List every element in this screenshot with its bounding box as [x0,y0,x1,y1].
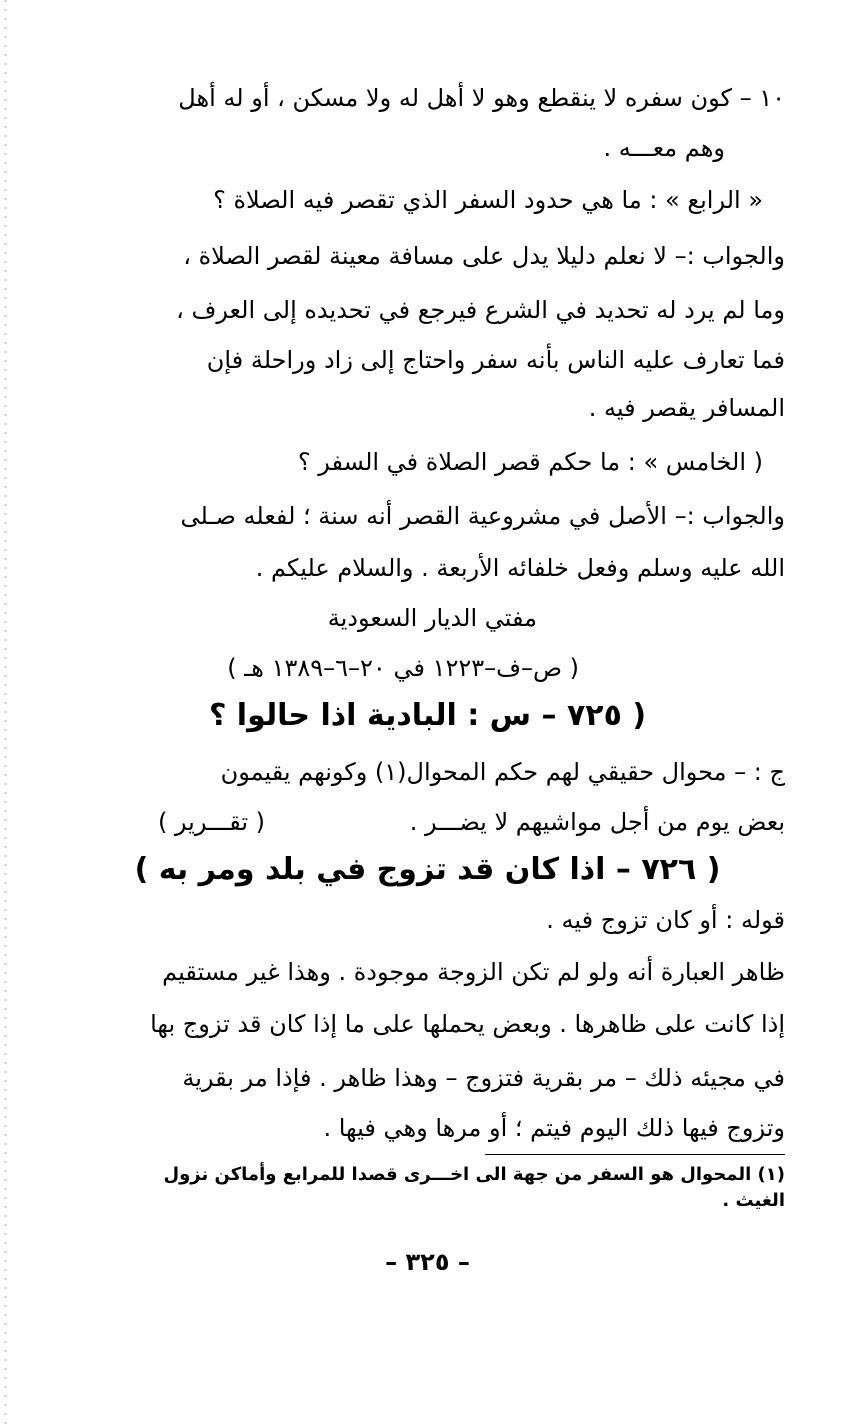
text-line: ١٠ – كون سفره لا ينقطع وهو لا أهل له ولا مسكن ، أو له أهل [178,84,785,112]
text-line: وتزوج فيها ذلك اليوم فيتم ؛ أو مرها وهي فيها . [323,1114,785,1142]
text-line: في مجيئه ذلك – مر بقرية فتزوج – وهذا ظاهر . فإذا مر بقرية [182,1064,785,1092]
answer-line: بعض يوم من أجل مواشيهم لا يضـــر . [409,808,785,836]
footnote-divider [485,1154,785,1155]
text-line: والجواب :– الأصل في مشروعية القصر أنه سنة ؛ لفعله صـلى [180,502,785,530]
answer-line: ج : – محوال حقيقي لهم حكم المحوال(١) وكونهم يقيمون [220,758,785,786]
text-line: فما تعارف عليه الناس بأنه سفر واحتاج إلى زاد وراحلة فإن [206,346,785,374]
text-line: والجواب :– لا نعلم دليلا يدل على مسافة معينة لقصر الصلاة ، [183,242,785,270]
answer-source: ( تقـــرير ) [157,808,265,836]
text-line: الله عليه وسلم وفعل خلفائه الأربعة . والسلام عليكم . [255,554,785,582]
scan-margin-marks [4,0,7,1427]
text-line: قوله : أو كان تزوج فيه . [546,906,785,934]
signature-line: مفتي الديار السعودية [327,604,537,632]
section-heading-726: ( ٧٢٦ – اذا كان قد تزوج في بلد ومر به ) [134,852,721,887]
text-line: إذا كانت على ظاهرها . وبعض يحملها على ما إذا كان قد تزوج بها [150,1010,785,1038]
text-line: المسافر يقصر فيه . [588,394,785,422]
page-number: – ٣٢٥ – [385,1248,470,1276]
text-line: ( الخامس » : ما حكم قصر الصلاة في السفر ؟ [297,448,763,476]
reference-line: ( ص–ف–١٢٢٣ في ٢٠–٦–١٣٨٩ هـ ) [227,654,579,682]
text-line: ظاهر العبارة أنه ولو لم تكن الزوجة موجودة . وهذا غير مستقيم [162,958,785,986]
text-line: وما لم يرد له تحديد في الشرع فيرجع في تحديده إلى العرف ، [176,296,785,324]
footnote: (١) المحوال هو السفر من جهة الى اخـــرى قصدا للمرابع وأماكن نزول الغيث . [163,1164,785,1211]
text-line: وهم معـــه . [603,134,725,162]
section-heading-725: ( ٧٢٥ – س : البادية اذا حالوا ؟ [208,698,647,733]
text-line: « الرابع » : ما هي حدود السفر الذي تقصر فيه الصلاة ؟ [213,186,763,214]
